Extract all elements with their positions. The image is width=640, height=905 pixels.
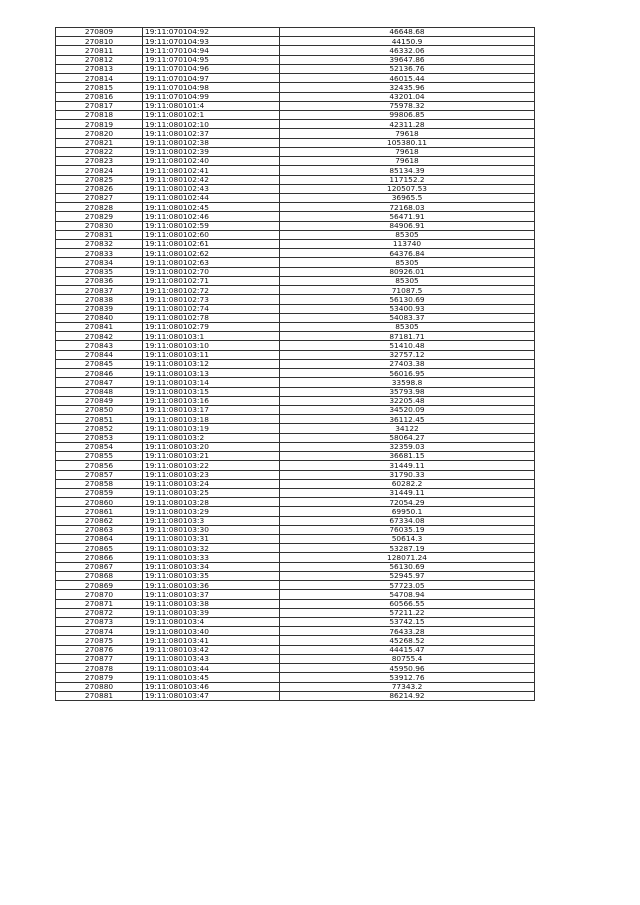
- row-number-cell: 270867: [56, 562, 143, 571]
- cadastral-value-cell: 56130.69: [280, 295, 535, 304]
- cadastral-value-cell: 52945.97: [280, 571, 535, 580]
- table-row: [56, 83, 535, 92]
- cadastral-number-cell: 19:11:070104:96: [143, 64, 280, 73]
- cadastral-value-cell: 80926.01: [280, 267, 535, 276]
- cadastral-value-cell: 46648.68: [280, 28, 535, 37]
- table-row: [56, 645, 535, 654]
- table-row: [56, 64, 535, 73]
- table-row: [56, 654, 535, 663]
- row-number-cell: 270877: [56, 654, 143, 663]
- row-number-cell: 270871: [56, 599, 143, 608]
- row-number-cell: 270823: [56, 157, 143, 166]
- cadastral-value-cell: 32205.48: [280, 396, 535, 405]
- row-number-cell: 270850: [56, 405, 143, 414]
- cadastral-value-cell: 85305: [280, 258, 535, 267]
- cadastral-value-cell: 113740: [280, 240, 535, 249]
- cadastral-value-cell: 128071.24: [280, 553, 535, 562]
- table-row: [56, 433, 535, 442]
- table-row: [56, 28, 535, 37]
- cadastral-number-cell: 19:11:070104:95: [143, 55, 280, 64]
- cadastral-number-cell: 19:11:080103:1: [143, 332, 280, 341]
- row-number-cell: 270843: [56, 341, 143, 350]
- table-row: [56, 369, 535, 378]
- cadastral-number-cell: 19:11:080102:45: [143, 203, 280, 212]
- row-number-cell: 270835: [56, 267, 143, 276]
- cadastral-number-cell: 19:11:070104:92: [143, 28, 280, 37]
- cadastral-value-cell: 44150.9: [280, 37, 535, 46]
- row-number-cell: 270836: [56, 276, 143, 285]
- cadastral-value-cell: 60566.55: [280, 599, 535, 608]
- row-number-cell: 270844: [56, 350, 143, 359]
- table-row: [56, 313, 535, 322]
- row-number-cell: 270872: [56, 608, 143, 617]
- table-row: [56, 212, 535, 221]
- table-row: [56, 636, 535, 645]
- cadastral-value-cell: 27403.38: [280, 359, 535, 368]
- cadastral-value-cell: 36965.5: [280, 193, 535, 202]
- cadastral-number-cell: 19:11:070104:94: [143, 46, 280, 55]
- cadastral-value-cell: 32757.12: [280, 350, 535, 359]
- cadastral-value-cell: 85134.39: [280, 166, 535, 175]
- cadastral-value-cell: 46332.06: [280, 46, 535, 55]
- cadastral-number-cell: 19:11:080103:41: [143, 636, 280, 645]
- cadastral-number-cell: 19:11:080102:60: [143, 230, 280, 239]
- row-number-cell: 270842: [56, 332, 143, 341]
- table-row: [56, 405, 535, 414]
- table-row: [56, 535, 535, 544]
- cadastral-value-cell: 56471.91: [280, 212, 535, 221]
- cadastral-number-cell: 19:11:080102:73: [143, 295, 280, 304]
- row-number-cell: 270819: [56, 120, 143, 129]
- row-number-cell: 270839: [56, 304, 143, 313]
- cadastral-value-cell: 117152.2: [280, 175, 535, 184]
- table-row: [56, 396, 535, 405]
- table-row: [56, 618, 535, 627]
- cadastral-value-cell: 75978.32: [280, 101, 535, 110]
- cadastral-number-cell: 19:11:080103:37: [143, 590, 280, 599]
- table-row: [56, 120, 535, 129]
- row-number-cell: 270840: [56, 313, 143, 322]
- row-number-cell: 270810: [56, 37, 143, 46]
- row-number-cell: 270811: [56, 46, 143, 55]
- cadastral-value-cell: 56130.69: [280, 562, 535, 571]
- cadastral-value-cell: 36681.15: [280, 452, 535, 461]
- cadastral-number-cell: 19:11:080102:61: [143, 240, 280, 249]
- cadastral-value-cell: 76035.19: [280, 525, 535, 534]
- cadastral-number-cell: 19:11:080103:18: [143, 415, 280, 424]
- cadastral-number-cell: 19:11:080103:32: [143, 544, 280, 553]
- table-row: [56, 147, 535, 156]
- table-row: [56, 193, 535, 202]
- cadastral-value-cell: 67334.08: [280, 516, 535, 525]
- cadastral-number-cell: 19:11:080103:44: [143, 664, 280, 673]
- table-row: [56, 323, 535, 332]
- cadastral-value-cell: 45950.96: [280, 664, 535, 673]
- cadastral-value-cell: 99806.85: [280, 110, 535, 119]
- cadastral-number-cell: 19:11:070104:99: [143, 92, 280, 101]
- cadastral-value-cell: 44415.47: [280, 645, 535, 654]
- cadastral-number-cell: 19:11:080103:29: [143, 507, 280, 516]
- row-number-cell: 270833: [56, 249, 143, 258]
- cadastral-number-cell: 19:11:080102:44: [143, 193, 280, 202]
- cadastral-number-cell: 19:11:080102:78: [143, 313, 280, 322]
- row-number-cell: 270873: [56, 618, 143, 627]
- cadastral-value-cell: 54708.94: [280, 590, 535, 599]
- cadastral-value-cell: 77343.2: [280, 682, 535, 691]
- row-number-cell: 270881: [56, 691, 143, 700]
- cadastral-number-cell: 19:11:080103:19: [143, 424, 280, 433]
- row-number-cell: 270818: [56, 110, 143, 119]
- row-number-cell: 270848: [56, 387, 143, 396]
- cadastral-number-cell: 19:11:080103:42: [143, 645, 280, 654]
- cadastral-number-cell: 19:11:080103:15: [143, 387, 280, 396]
- table-row: [56, 101, 535, 110]
- table-row: [56, 350, 535, 359]
- cadastral-number-cell: 19:11:080103:40: [143, 627, 280, 636]
- cadastral-value-cell: 54083.37: [280, 313, 535, 322]
- cadastral-value-cell: 42311.28: [280, 120, 535, 129]
- cadastral-number-cell: 19:11:080102:43: [143, 184, 280, 193]
- cadastral-number-cell: 19:11:080103:21: [143, 452, 280, 461]
- table-row: [56, 258, 535, 267]
- table-row: [56, 470, 535, 479]
- table-row: [56, 92, 535, 101]
- table-row: [56, 295, 535, 304]
- cadastral-number-cell: 19:11:080102:37: [143, 129, 280, 138]
- cadastral-value-cell: 69950.1: [280, 507, 535, 516]
- table-row: [56, 184, 535, 193]
- row-number-cell: 270841: [56, 323, 143, 332]
- row-number-cell: 270815: [56, 83, 143, 92]
- cadastral-value-cell: 105380.11: [280, 138, 535, 147]
- table-row: [56, 110, 535, 119]
- table-row: [56, 442, 535, 451]
- row-number-cell: 270817: [56, 101, 143, 110]
- row-number-cell: 270859: [56, 488, 143, 497]
- table-row: [56, 138, 535, 147]
- cadastral-number-cell: 19:11:080103:2: [143, 433, 280, 442]
- row-number-cell: 270851: [56, 415, 143, 424]
- cadastral-value-cell: 51410.48: [280, 341, 535, 350]
- cadastral-number-cell: 19:11:070104:98: [143, 83, 280, 92]
- table-row: [56, 157, 535, 166]
- cadastral-value-cell: 71087.5: [280, 286, 535, 295]
- cadastral-value-cell: 31449.11: [280, 488, 535, 497]
- row-number-cell: 270828: [56, 203, 143, 212]
- cadastral-value-cell: 53287.19: [280, 544, 535, 553]
- row-number-cell: 270854: [56, 442, 143, 451]
- cadastral-value-cell: 84906.91: [280, 221, 535, 230]
- table-row: [56, 249, 535, 258]
- cadastral-number-cell: 19:11:080103:25: [143, 488, 280, 497]
- cadastral-number-cell: 19:11:080103:38: [143, 599, 280, 608]
- cadastral-number-cell: 19:11:080103:4: [143, 618, 280, 627]
- cadastral-number-cell: 19:11:080102:46: [143, 212, 280, 221]
- cadastral-value-cell: 87181.71: [280, 332, 535, 341]
- row-number-cell: 270809: [56, 28, 143, 37]
- cadastral-value-cell: 56016.95: [280, 369, 535, 378]
- table-row: [56, 387, 535, 396]
- cadastral-number-cell: 19:11:080103:13: [143, 369, 280, 378]
- cadastral-number-cell: 19:11:080103:20: [143, 442, 280, 451]
- cadastral-value-cell: 34520.09: [280, 405, 535, 414]
- table-row: [56, 175, 535, 184]
- cadastral-number-cell: 19:11:080103:34: [143, 562, 280, 571]
- cadastral-value-cell: 58064.27: [280, 433, 535, 442]
- cadastral-value-cell: 50614.3: [280, 535, 535, 544]
- cadastral-value-cell: 39647.86: [280, 55, 535, 64]
- cadastral-number-cell: 19:11:080103:24: [143, 479, 280, 488]
- cadastral-number-cell: 19:11:080102:1: [143, 110, 280, 119]
- table-row: [56, 599, 535, 608]
- table-row: [56, 525, 535, 534]
- table-row: [56, 627, 535, 636]
- cadastral-value-cell: 35793.98: [280, 387, 535, 396]
- cadastral-number-cell: 19:11:080103:11: [143, 350, 280, 359]
- row-number-cell: 270845: [56, 359, 143, 368]
- cadastral-value-cell: 43201.04: [280, 92, 535, 101]
- table-row: [56, 37, 535, 46]
- cadastral-number-cell: 19:11:070104:97: [143, 74, 280, 83]
- cadastral-number-cell: 19:11:080103:14: [143, 378, 280, 387]
- table-row: [56, 664, 535, 673]
- cadastral-number-cell: 19:11:080102:10: [143, 120, 280, 129]
- table-row: [56, 581, 535, 590]
- row-number-cell: 270869: [56, 581, 143, 590]
- table-row: [56, 488, 535, 497]
- cadastral-value-cell: 76433.28: [280, 627, 535, 636]
- table-row: [56, 516, 535, 525]
- row-number-cell: 270846: [56, 369, 143, 378]
- cadastral-number-cell: 19:11:080103:28: [143, 498, 280, 507]
- cadastral-value-cell: 33598.8: [280, 378, 535, 387]
- cadastral-number-cell: 19:11:080103:17: [143, 405, 280, 414]
- cadastral-value-cell: 72054.29: [280, 498, 535, 507]
- row-number-cell: 270829: [56, 212, 143, 221]
- cadastral-value-cell: 53912.76: [280, 673, 535, 682]
- cadastral-number-cell: 19:11:080103:30: [143, 525, 280, 534]
- table-row: [56, 378, 535, 387]
- row-number-cell: 270822: [56, 147, 143, 156]
- cadastral-value-cell: 79618: [280, 157, 535, 166]
- cadastral-number-cell: 19:11:080103:33: [143, 553, 280, 562]
- row-number-cell: 270826: [56, 184, 143, 193]
- row-number-cell: 270812: [56, 55, 143, 64]
- row-number-cell: 270821: [56, 138, 143, 147]
- row-number-cell: 270861: [56, 507, 143, 516]
- cadastral-value-cell: 80755.4: [280, 654, 535, 663]
- row-number-cell: 270832: [56, 240, 143, 249]
- row-number-cell: 270870: [56, 590, 143, 599]
- row-number-cell: 270827: [56, 193, 143, 202]
- table-row: [56, 276, 535, 285]
- row-number-cell: 270831: [56, 230, 143, 239]
- table-row: [56, 221, 535, 230]
- row-number-cell: 270860: [56, 498, 143, 507]
- row-number-cell: 270864: [56, 535, 143, 544]
- row-number-cell: 270880: [56, 682, 143, 691]
- cadastral-number-cell: 19:11:080102:59: [143, 221, 280, 230]
- row-number-cell: 270868: [56, 571, 143, 580]
- table-row: [56, 571, 535, 580]
- row-number-cell: 270876: [56, 645, 143, 654]
- table-row: [56, 553, 535, 562]
- cadastral-value-cell: 79618: [280, 129, 535, 138]
- row-number-cell: 270856: [56, 461, 143, 470]
- table-row: [56, 590, 535, 599]
- row-number-cell: 270849: [56, 396, 143, 405]
- table-row: [56, 608, 535, 617]
- table-row: [56, 461, 535, 470]
- cadastral-number-cell: 19:11:080102:71: [143, 276, 280, 285]
- cadastral-number-cell: 19:11:080102:74: [143, 304, 280, 313]
- table-row: [56, 682, 535, 691]
- cadastral-value-cell: 85305: [280, 323, 535, 332]
- cadastral-value-cell: 79618: [280, 147, 535, 156]
- cadastral-value-cell: 34122: [280, 424, 535, 433]
- row-number-cell: 270838: [56, 295, 143, 304]
- row-number-cell: 270834: [56, 258, 143, 267]
- row-number-cell: 270825: [56, 175, 143, 184]
- cadastral-number-cell: 19:11:080102:38: [143, 138, 280, 147]
- table-row: [56, 240, 535, 249]
- cadastral-value-cell: 53400.93: [280, 304, 535, 313]
- cadastral-value-cell: 86214.92: [280, 691, 535, 700]
- cadastral-number-cell: 19:11:080103:31: [143, 535, 280, 544]
- row-number-cell: 270879: [56, 673, 143, 682]
- cadastral-number-cell: 19:11:080102:79: [143, 323, 280, 332]
- table-row: [56, 562, 535, 571]
- table-row: [56, 544, 535, 553]
- cadastral-value-cell: 57211.22: [280, 608, 535, 617]
- table-row: [56, 359, 535, 368]
- table-row: [56, 424, 535, 433]
- cadastral-number-cell: 19:11:080102:41: [143, 166, 280, 175]
- cadastral-value-cell: 53742.15: [280, 618, 535, 627]
- row-number-cell: 270852: [56, 424, 143, 433]
- table-body: [56, 28, 535, 701]
- cadastral-number-cell: 19:11:080102:42: [143, 175, 280, 184]
- table-row: [56, 452, 535, 461]
- row-number-cell: 270863: [56, 525, 143, 534]
- table-row: [56, 267, 535, 276]
- cadastral-number-cell: 19:11:080103:16: [143, 396, 280, 405]
- row-number-cell: 270875: [56, 636, 143, 645]
- row-number-cell: 270855: [56, 452, 143, 461]
- cadastral-value-cell: 72168.03: [280, 203, 535, 212]
- cadastral-value-cell: 46015.44: [280, 74, 535, 83]
- cadastral-number-cell: 19:11:080103:23: [143, 470, 280, 479]
- cadastral-number-cell: 19:11:080103:3: [143, 516, 280, 525]
- row-number-cell: 270814: [56, 74, 143, 83]
- cadastral-number-cell: 19:11:080103:47: [143, 691, 280, 700]
- cadastral-number-cell: 19:11:080103:46: [143, 682, 280, 691]
- cadastral-value-cell: 85305: [280, 230, 535, 239]
- table-row: [56, 341, 535, 350]
- cadastral-value-cell: 57723.05: [280, 581, 535, 590]
- table-row: [56, 507, 535, 516]
- table-row: [56, 673, 535, 682]
- cadastral-number-cell: 19:11:080103:39: [143, 608, 280, 617]
- cadastral-value-cell: 45268.52: [280, 636, 535, 645]
- cadastral-value-cell: 60282.2: [280, 479, 535, 488]
- table-row: [56, 415, 535, 424]
- row-number-cell: 270862: [56, 516, 143, 525]
- cadastral-number-cell: 19:11:080103:12: [143, 359, 280, 368]
- row-number-cell: 270866: [56, 553, 143, 562]
- row-number-cell: 270878: [56, 664, 143, 673]
- row-number-cell: 270874: [56, 627, 143, 636]
- cadastral-number-cell: 19:11:080102:63: [143, 258, 280, 267]
- cadastral-number-cell: 19:11:080102:39: [143, 147, 280, 156]
- cadastral-value-cell: 31449.11: [280, 461, 535, 470]
- table-row: [56, 479, 535, 488]
- cadastral-number-cell: 19:11:080103:35: [143, 571, 280, 580]
- row-number-cell: 270857: [56, 470, 143, 479]
- row-number-cell: 270820: [56, 129, 143, 138]
- table-row: [56, 498, 535, 507]
- table-row: [56, 46, 535, 55]
- cadastral-value-table: [55, 27, 535, 701]
- cadastral-number-cell: 19:11:080103:10: [143, 341, 280, 350]
- cadastral-value-cell: 32359.03: [280, 442, 535, 451]
- cadastral-value-cell: 120507.53: [280, 184, 535, 193]
- row-number-cell: 270813: [56, 64, 143, 73]
- cadastral-number-cell: 19:11:070104:93: [143, 37, 280, 46]
- row-number-cell: 270853: [56, 433, 143, 442]
- cadastral-value-cell: 64376.84: [280, 249, 535, 258]
- cadastral-value-cell: 31790.33: [280, 470, 535, 479]
- cadastral-value-cell: 36112.45: [280, 415, 535, 424]
- table-row: [56, 203, 535, 212]
- cadastral-value-cell: 52136.76: [280, 64, 535, 73]
- row-number-cell: 270824: [56, 166, 143, 175]
- cadastral-number-cell: 19:11:080103:45: [143, 673, 280, 682]
- row-number-cell: 270830: [56, 221, 143, 230]
- row-number-cell: 270865: [56, 544, 143, 553]
- cadastral-number-cell: 19:11:080102:40: [143, 157, 280, 166]
- row-number-cell: 270837: [56, 286, 143, 295]
- table-row: [56, 74, 535, 83]
- table-row: [56, 55, 535, 64]
- row-number-cell: 270847: [56, 378, 143, 387]
- table-row: [56, 129, 535, 138]
- cadastral-number-cell: 19:11:080102:70: [143, 267, 280, 276]
- table-row: [56, 332, 535, 341]
- table-row: [56, 691, 535, 700]
- table-row: [56, 286, 535, 295]
- table-row: [56, 230, 535, 239]
- cadastral-number-cell: 19:11:080103:43: [143, 654, 280, 663]
- cadastral-number-cell: 19:11:080102:62: [143, 249, 280, 258]
- row-number-cell: 270816: [56, 92, 143, 101]
- cadastral-number-cell: 19:11:080103:36: [143, 581, 280, 590]
- cadastral-value-cell: 32435.96: [280, 83, 535, 92]
- cadastral-number-cell: 19:11:080102:72: [143, 286, 280, 295]
- cadastral-number-cell: 19:11:080101:4: [143, 101, 280, 110]
- table-row: [56, 166, 535, 175]
- cadastral-number-cell: 19:11:080103:22: [143, 461, 280, 470]
- cadastral-value-cell: 85305: [280, 276, 535, 285]
- table-row: [56, 304, 535, 313]
- row-number-cell: 270858: [56, 479, 143, 488]
